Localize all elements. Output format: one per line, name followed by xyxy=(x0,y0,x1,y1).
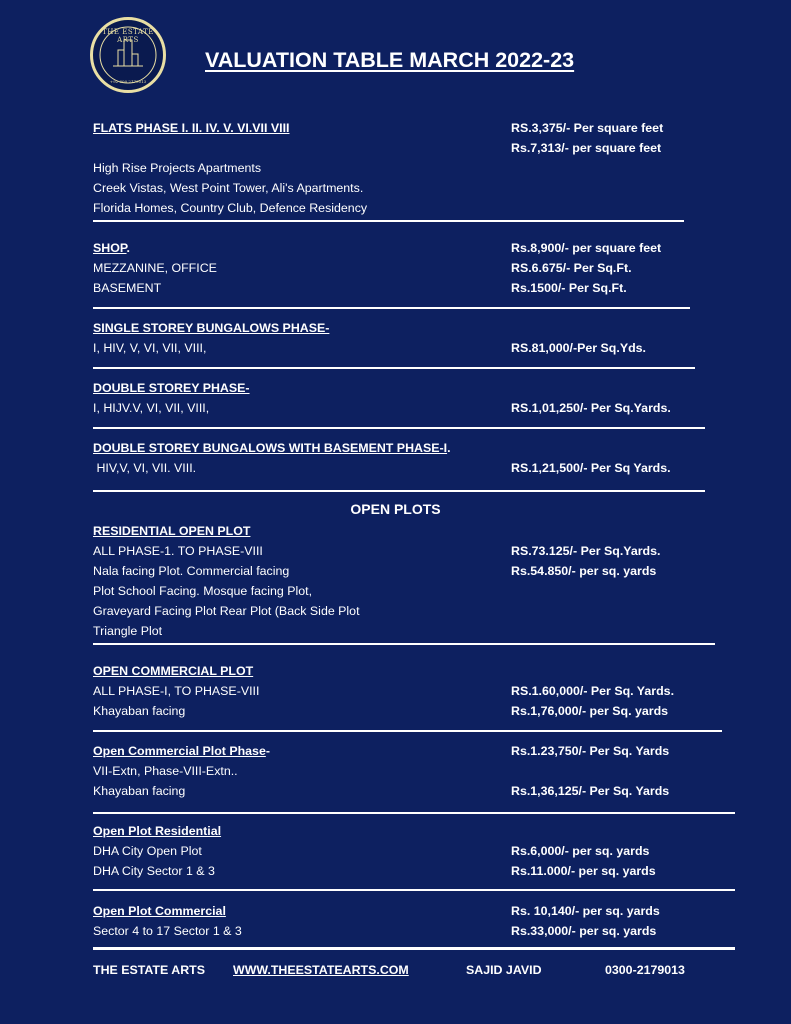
flats-line-2: Creek Vistas, West Point Tower, Ali's Apartments. xyxy=(93,181,364,195)
shop-price-2: RS.6.675/- Per Sq.Ft. xyxy=(511,261,632,275)
divider xyxy=(93,427,705,429)
logo-name: THE ESTATE ARTS xyxy=(102,28,154,44)
open-commercial-heading: OPEN COMMERCIAL PLOT xyxy=(93,664,254,678)
open-commercial-phase-heading-suffix: - xyxy=(265,744,270,758)
divider xyxy=(93,307,690,309)
logo-phone: +92 300 2179013 xyxy=(109,79,147,84)
shop-line-3: BASEMENT xyxy=(93,281,162,295)
open-residential-line-2: DHA City Sector 1 & 3 xyxy=(93,864,215,878)
double-basement-heading-suffix: . xyxy=(447,441,451,455)
estate-arts-logo xyxy=(90,17,166,93)
divider xyxy=(93,220,684,222)
footer-website-link[interactable]: WWW.THEESTATEARTS.COM xyxy=(233,963,409,977)
open-commercial-phase-price-3: Rs.1,36,125/- Per Sq. Yards xyxy=(511,784,670,798)
single-storey-price-1: RS.81,000/-Per Sq.Yds. xyxy=(511,341,646,355)
residential-price-2: Rs.54.850/- per sq. yards xyxy=(511,564,657,578)
open-commercial-city-price-2: Rs.33,000/- per sq. yards xyxy=(511,924,657,938)
open-commercial-phase-heading-text: Open Commercial Plot Phase xyxy=(93,744,266,758)
double-basement-heading-text: DOUBLE STOREY BUNGALOWS WITH BASEMENT PHASE-I xyxy=(93,441,448,455)
footer-company: THE ESTATE ARTS xyxy=(93,963,205,977)
flats-line-1: High Rise Projects Apartments xyxy=(93,161,262,175)
open-commercial-phase-line-2: VII-Extn, Phase-VIII-Extn.. xyxy=(93,764,238,778)
residential-heading: RESIDENTIAL OPEN PLOT xyxy=(93,524,251,538)
open-commercial-city-price-1: Rs. 10,140/- per sq. yards xyxy=(511,904,660,918)
shop-heading-suffix: . xyxy=(126,241,130,255)
double-basement-price-1: RS.1,21,500/- Per Sq Yards. xyxy=(511,461,671,475)
shop-heading-text: SHOP xyxy=(93,241,127,255)
divider xyxy=(93,889,735,891)
shop-price-1: Rs.8,900/- per square feet xyxy=(511,241,662,255)
single-storey-heading: SINGLE STOREY BUNGALOWS PHASE- xyxy=(93,321,330,335)
open-residential-price-1: Rs.6,000/- per sq. yards xyxy=(511,844,650,858)
residential-line-1: ALL PHASE-1. TO PHASE-VIII xyxy=(93,544,263,558)
residential-line-5: Triangle Plot xyxy=(93,624,163,638)
divider xyxy=(93,367,695,369)
footer-phone: 0300-2179013 xyxy=(605,963,685,977)
open-plots-heading: OPEN PLOTS xyxy=(350,501,441,517)
open-commercial-price-1: RS.1.60,000/- Per Sq. Yards. xyxy=(511,684,675,698)
shop-price-3: Rs.1500/- Per Sq.Ft. xyxy=(511,281,627,295)
flats-price-1: RS.3,375/- Per square feet xyxy=(511,121,664,135)
shop-heading xyxy=(93,238,130,258)
double-storey-line-1: I, HIJV.V, VI, VII, VIII, xyxy=(93,401,210,415)
open-commercial-city-heading: Open Plot Commercial xyxy=(93,904,226,918)
page-title: VALUATION TABLE MARCH 2022-23 xyxy=(205,48,575,72)
residential-line-4: Graveyard Facing Plot Rear Plot (Back Side Plot xyxy=(93,604,360,618)
open-commercial-price-2: Rs.1,76,000/- per Sq. yards xyxy=(511,704,669,718)
open-commercial-phase-heading xyxy=(93,741,270,761)
double-basement-heading xyxy=(93,438,451,458)
flats-line-3: Florida Homes, Country Club, Defence Residency xyxy=(93,201,368,215)
double-storey-heading: DOUBLE STOREY PHASE- xyxy=(93,381,250,395)
open-residential-heading: Open Plot Residential xyxy=(93,824,222,838)
shop-line-2: MEZZANINE, OFFICE xyxy=(93,261,217,275)
double-basement-line-1: HIV,V, VI, VII. VIII. xyxy=(93,461,197,475)
flats-heading: FLATS PHASE I. II. IV. V. VI.VII VIII xyxy=(93,121,290,135)
footer-divider xyxy=(93,947,735,950)
divider xyxy=(93,730,722,732)
open-commercial-city-line-2: Sector 4 to 17 Sector 1 & 3 xyxy=(93,924,242,938)
divider xyxy=(93,490,705,492)
residential-price-1: RS.73.125/- Per Sq.Yards. xyxy=(511,544,661,558)
residential-line-2: Nala facing Plot. Commercial facing xyxy=(93,564,290,578)
footer-person: SAJID JAVID xyxy=(466,963,542,977)
divider xyxy=(93,643,715,645)
open-residential-line-1: DHA City Open Plot xyxy=(93,844,202,858)
open-commercial-phase-price-1: Rs.1.23,750/- Per Sq. Yards xyxy=(511,744,670,758)
open-commercial-line-2: Khayaban facing xyxy=(93,704,186,718)
residential-line-3: Plot School Facing. Mosque facing Plot, xyxy=(93,584,313,598)
single-storey-line-1: I, HIV, V, VI, VII, VIII, xyxy=(93,341,207,355)
open-commercial-line-1: ALL PHASE-I, TO PHASE-VIII xyxy=(93,684,260,698)
flats-price-2: Rs.7,313/- per square feet xyxy=(511,141,662,155)
open-commercial-phase-line-3: Khayaban facing xyxy=(93,784,186,798)
divider xyxy=(93,812,735,814)
open-residential-price-2: Rs.11.000/- per sq. yards xyxy=(511,864,656,878)
double-storey-price-1: RS.1,01,250/- Per Sq.Yards. xyxy=(511,401,671,415)
